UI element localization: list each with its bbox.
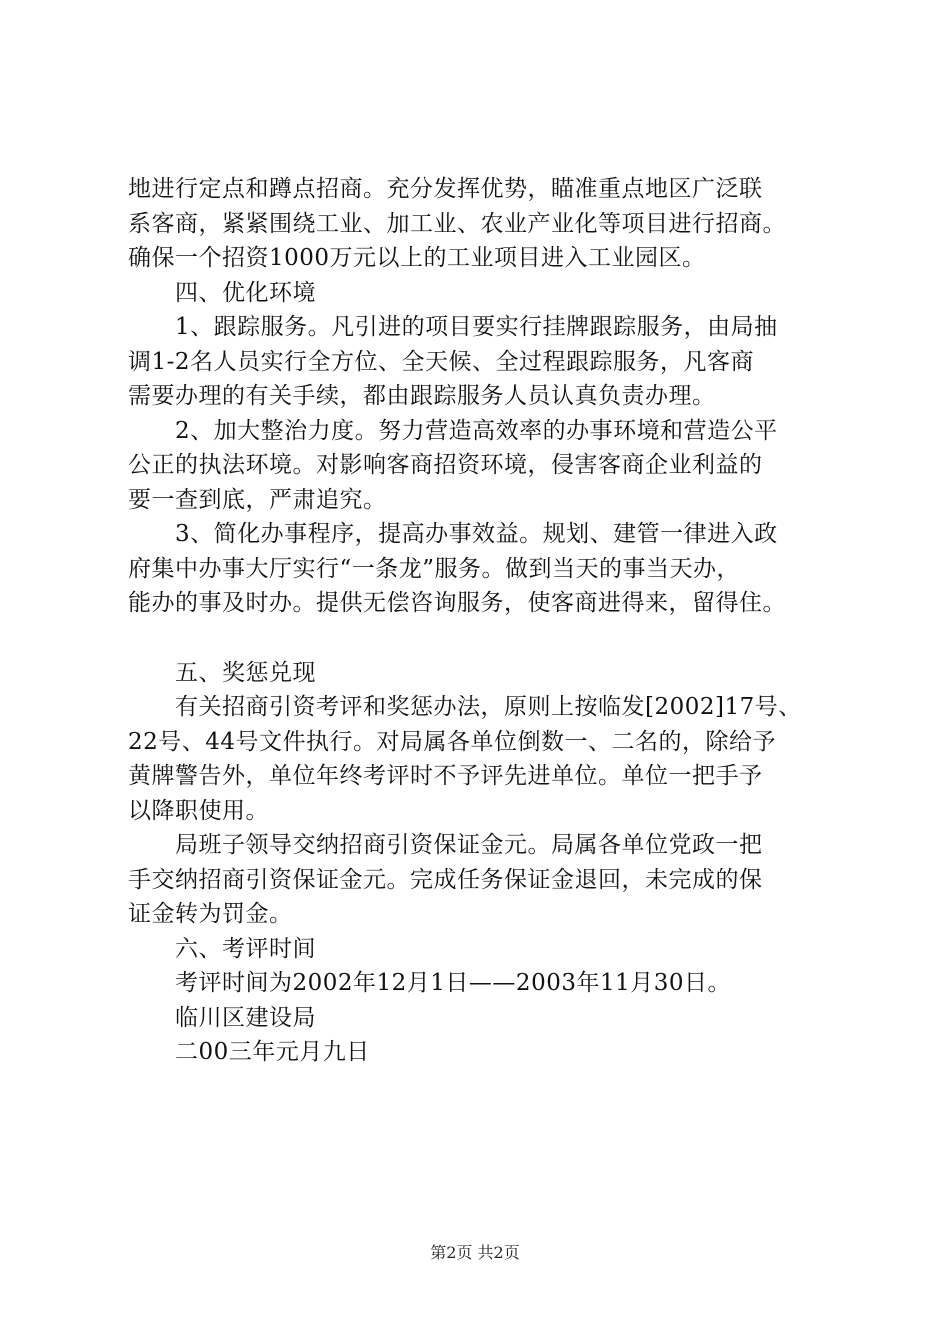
page-number-indicator: 第2页 共2页 [430, 1243, 520, 1262]
paragraph-line: 系客商，紧紧围绕工业、加工业、农业产业化等项目进行招商。 [128, 210, 786, 237]
section-heading-rewards-penalties: 五、奖惩兑现 [175, 659, 316, 686]
paragraph-line: 22号、44号文件执行。对局属各单位倒数一、二名的，除给予 [128, 728, 777, 755]
paragraph-line: 1、跟踪服务。凡引进的项目要实行挂牌跟踪服务，由局抽 [175, 314, 778, 340]
paragraph-line: 3、简化办事程序，提高办事效益。规划、建管一律进入政 [175, 521, 778, 547]
page-footer [0, 1242, 950, 1264]
paragraph-line: 公正的执法环境。对影响客商招资环境，侵害客商企业利益的 [128, 452, 763, 478]
paragraph-line: 地进行定点和蹲点招商。充分发挥优势，瞄准重点地区广泛联 [128, 176, 763, 202]
paragraph-gap [128, 621, 844, 656]
paragraph-line: 局班子领导交纳招商引资保证金元。局属各单位党政一把 [175, 832, 763, 858]
paragraph-line: 以降职使用。 [128, 797, 269, 824]
paragraph-line: 能办的事及时办。提供无偿咨询服务，使客商进得来，留得住。 [128, 590, 786, 616]
paragraph-line: 手交纳招商引资保证金元。完成任务保证金退回，未完成的保 [128, 866, 763, 893]
issue-date: 二00三年元月九日 [175, 1039, 370, 1065]
paragraph-line: 有关招商引资考评和奖惩办法，原则上按临发[2002]17号、 [175, 694, 802, 720]
section-heading-optimize-environment: 四、优化环境 [175, 279, 316, 306]
paragraph-line: 证金转为罚金。 [128, 901, 293, 927]
paragraph-line: 需要办理的有关手续，都由跟踪服务人员认真负责办理。 [128, 383, 716, 409]
section-heading-evaluation-time: 六、考评时间 [175, 935, 316, 962]
issuer-name: 临川区建设局 [175, 1004, 316, 1031]
paragraph-line: 府集中办事大厅实行“一条龙”服务。做到当天的事当天办， [128, 555, 741, 582]
paragraph-line: 黄牌警告外，单位年终考评时不予评先进单位。单位一把手予 [128, 763, 763, 789]
document-body [128, 172, 844, 1070]
paragraph-line: 2、加大整治力度。努力营造高效率的办事环境和营造公平 [175, 417, 778, 444]
paragraph-line: 考评时间为2002年12月1日——2003年11月30日。 [175, 970, 731, 996]
paragraph-line: 确保一个招资1000万元以上的工业项目进入工业园区。 [128, 245, 706, 271]
paragraph-line: 要一查到底，严肃追究。 [128, 486, 387, 513]
paragraph-line: 调1-2名人员实行全方位、全天候、全过程跟踪服务，凡客商 [128, 348, 755, 375]
